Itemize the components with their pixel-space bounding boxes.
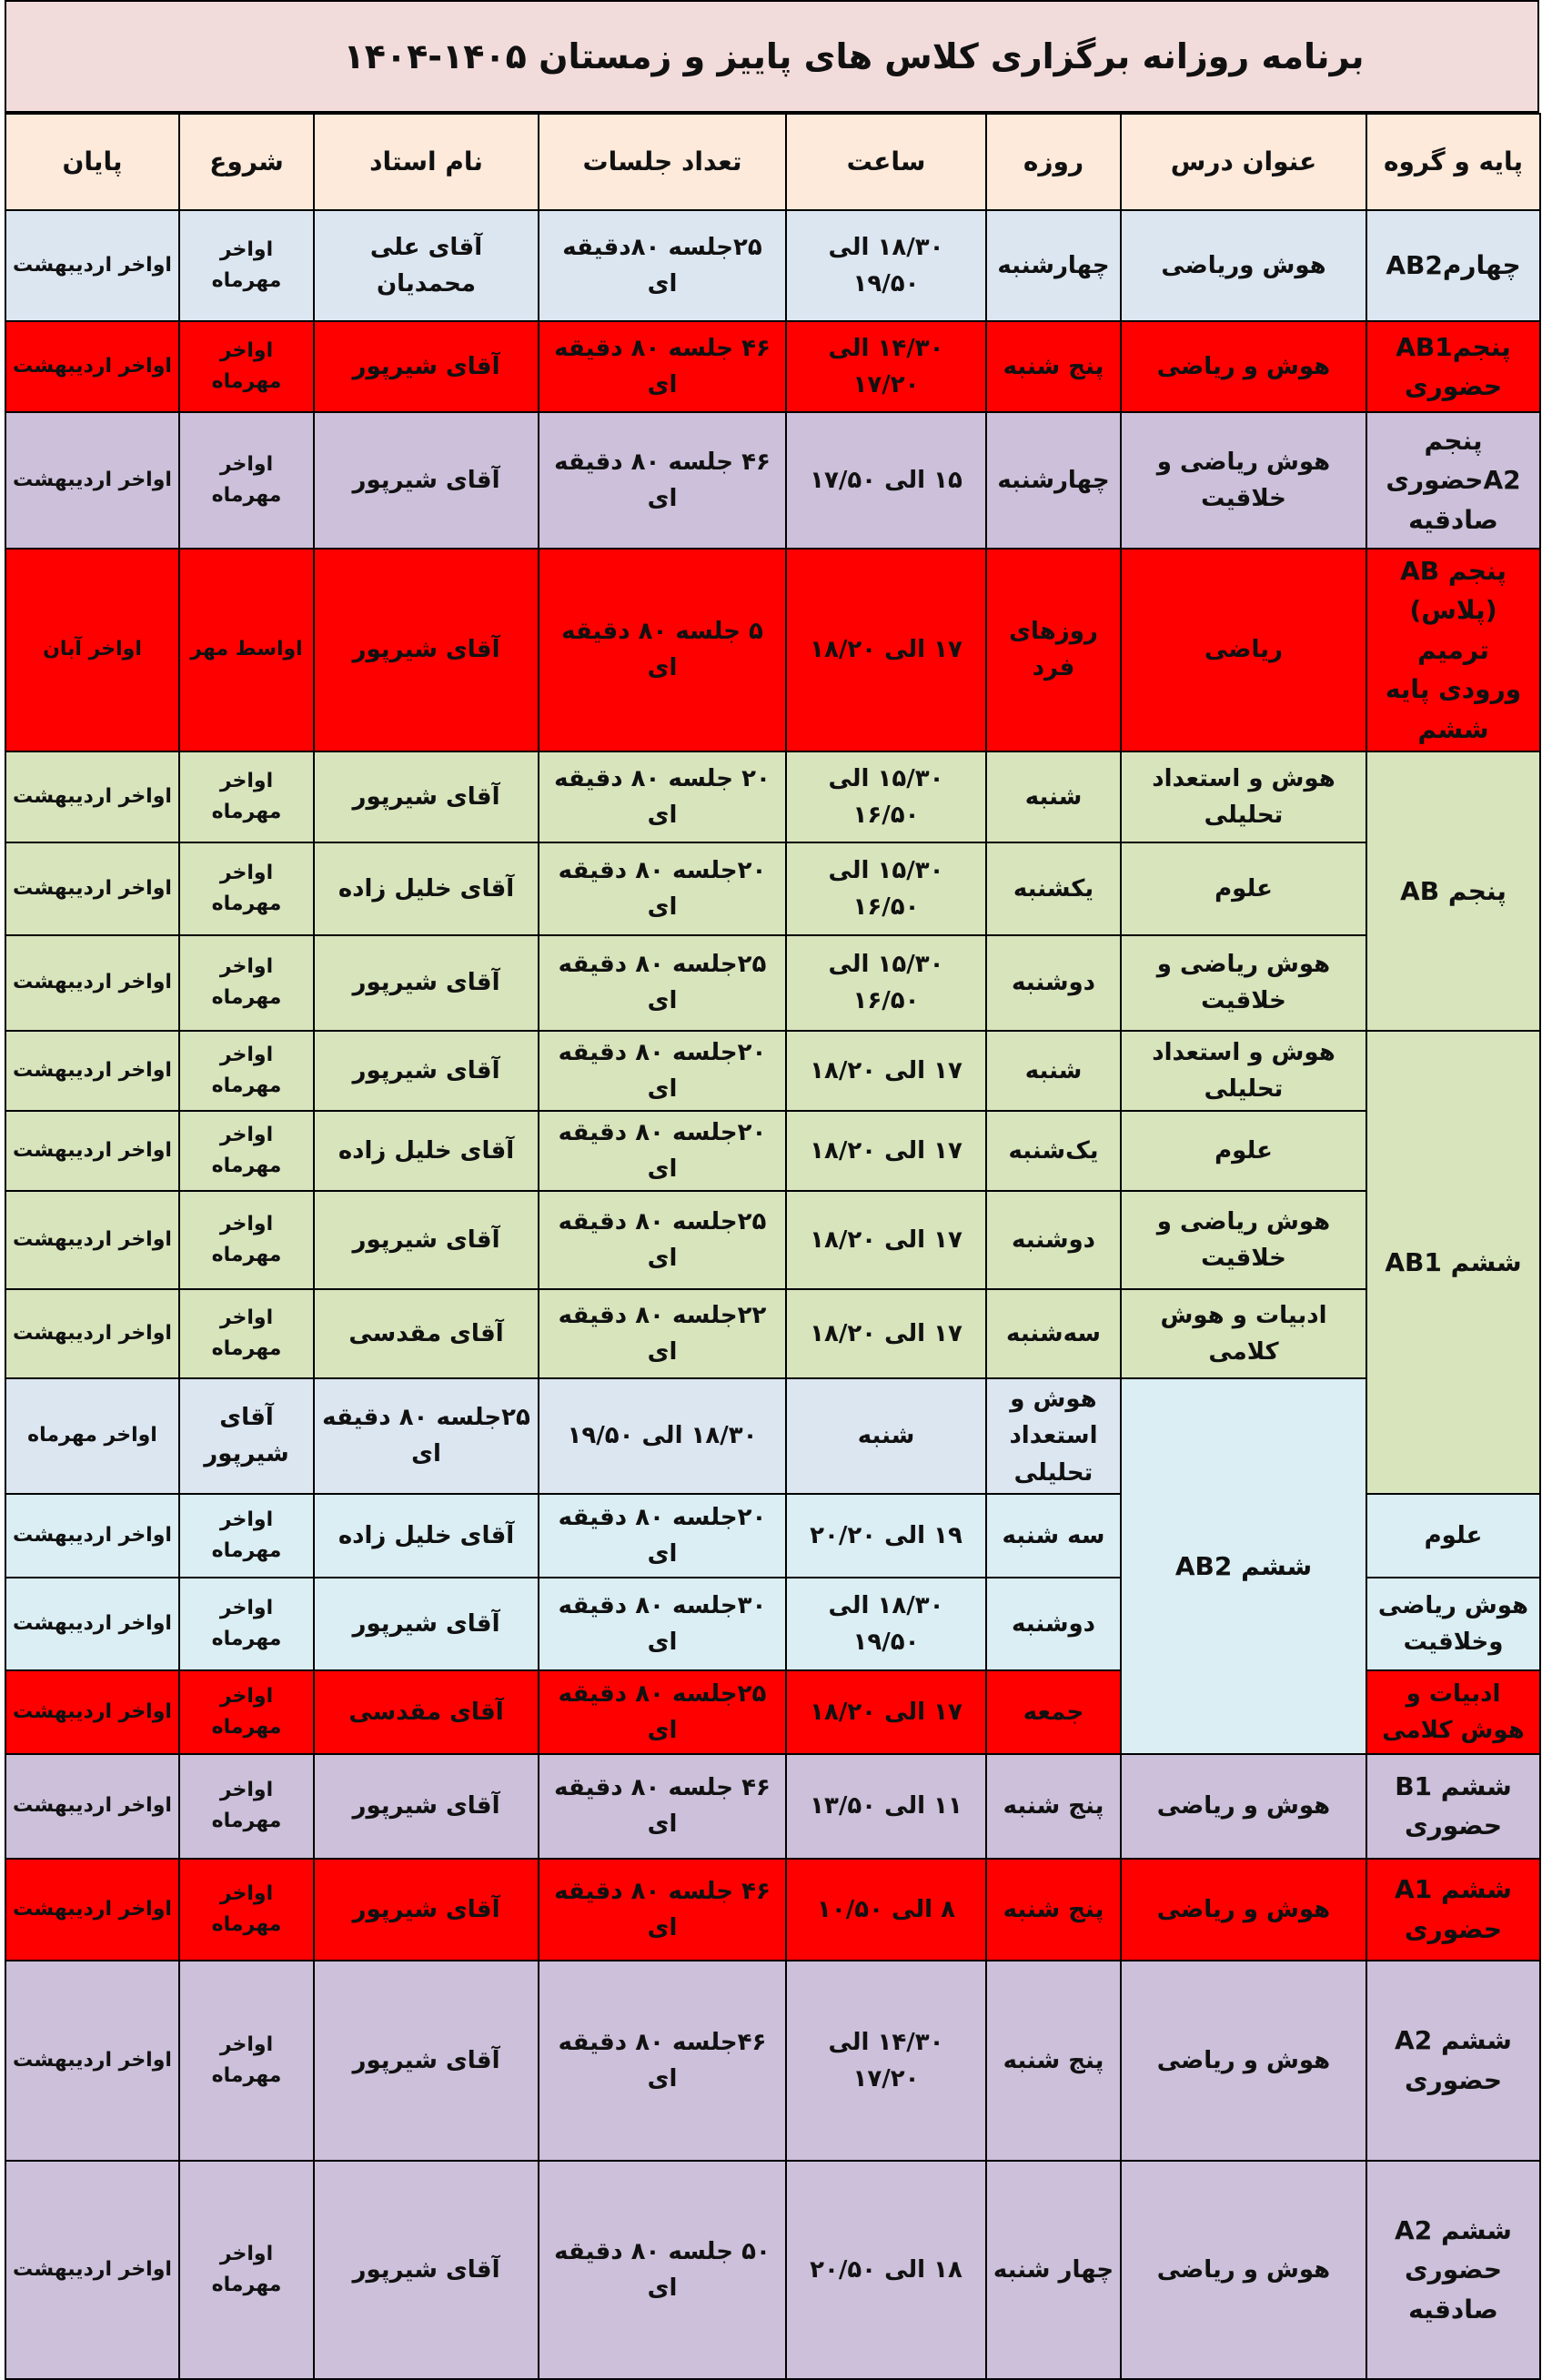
sessions-cell: ۲۵جلسه ۸۰ دقیقه ای [539,935,786,1031]
end-cell: اواخر اردیبهشت [5,321,179,412]
teacher-cell: آقای شیرپور [314,935,539,1031]
teacher-cell: آقای شیرپور [314,751,539,842]
time-cell: ۱۱ الی ۱۳/۵۰ [786,1754,986,1859]
day-cell: چهارشنبه [986,210,1121,321]
time-cell: ۱۸/۳۰ الی ۱۹/۵۰ [539,1378,786,1494]
sessions-cell: ۳۰جلسه ۸۰ دقیقه ای [539,1578,786,1670]
table-row [5,1289,1540,1378]
time-cell: ۱۹ الی ۲۰/۲۰ [786,1494,986,1578]
header-start: شروع [179,114,314,210]
course-cell: ادبیات و هوش کلامی [1121,1289,1366,1378]
course-cell: ریاضی [1121,549,1366,751]
end-cell: اواخر اردیبهشت [5,1859,179,1961]
time-cell: ۱۵/۳۰ الی ۱۶/۵۰ [786,751,986,842]
course-cell: هوش و ریاضی [1121,1961,1366,2161]
group-cell: چهارمAB2 [1366,210,1540,321]
start-cell: اواخر مهرماه [179,321,314,412]
header-teacher: نام استاد [314,114,539,210]
sessions-cell: ۴۶ جلسه ۸۰ دقیقه ای [539,1859,786,1961]
sessions-cell: ۴۶ جلسه ۸۰ دقیقه ای [539,1754,786,1859]
table-row [5,1754,1540,1859]
header-sessions: تعداد جلسات [539,114,786,210]
day-cell: پنج شنبه [986,1754,1121,1859]
sessions-cell: ۴۶ جلسه ۸۰ دقیقه ای [539,321,786,412]
time-cell: ۱۷ الی ۱۸/۲۰ [786,1670,986,1754]
start-cell: اواسط مهر [179,549,314,751]
group-cell: پنجم AB (پلاس) ترمیم ورودی پایه ششم [1366,549,1540,751]
teacher-cell: آقای خلیل زاده [314,1111,539,1191]
time-cell: ۸ الی ۱۰/۵۰ [786,1859,986,1961]
course-cell: علوم [1121,1111,1366,1191]
course-cell: هوش ریاضی وخلاقیت [1366,1578,1540,1670]
teacher-cell: آقای شیرپور [314,412,539,549]
course-cell: هوش وریاضی [1121,210,1366,321]
time-cell: ۱۵/۳۰ الی ۱۶/۵۰ [786,842,986,935]
sessions-cell: ۵۰ جلسه ۸۰ دقیقه ای [539,2161,786,2379]
time-cell: ۱۷ الی ۱۸/۲۰ [786,1191,986,1289]
end-cell: اواخر اردیبهشت [5,935,179,1031]
start-cell: اواخر مهرماه [179,935,314,1031]
time-cell: ۱۷ الی ۱۸/۲۰ [786,549,986,751]
course-cell: هوش و استعداد تحلیلی [1121,1031,1366,1111]
start-cell: اواخر مهرماه [179,1031,314,1111]
day-cell: پنج شنبه [986,1961,1121,2161]
day-cell: پنج شنبه [986,1859,1121,1961]
start-cell: اواخر مهرماه [179,1494,314,1578]
time-cell: ۱۴/۳۰ الی ۱۷/۲۰ [786,1961,986,2161]
table-row [5,412,1540,549]
end-cell: اواخر آبان [5,549,179,751]
header-course: عنوان درس [1121,114,1366,210]
table-row [5,842,1540,935]
course-cell: هوش و ریاضی [1121,1754,1366,1859]
start-cell: اواخر مهرماه [179,842,314,935]
time-cell: ۱۸/۳۰ الی ۱۹/۵۰ [786,1578,986,1670]
time-cell: ۱۵ الی ۱۷/۵۰ [786,412,986,549]
day-cell: پنج شنبه [986,321,1121,412]
course-cell: هوش و استعداد تحلیلی [986,1378,1121,1494]
teacher-cell: آقای خلیل زاده [314,1494,539,1578]
start-cell: اواخر مهرماه [179,210,314,321]
course-cell: هوش و ریاضی [1121,2161,1366,2379]
teacher-cell: آقای شیرپور [314,1031,539,1111]
day-cell: روزهای فرد [986,549,1121,751]
day-cell: شنبه [986,751,1121,842]
end-cell: اواخر اردیبهشت [5,412,179,549]
start-cell: اواخر مهرماه [179,1670,314,1754]
teacher-cell: آقای شیرپور [314,2161,539,2379]
course-cell: هوش و استعداد تحلیلی [1121,751,1366,842]
time-cell: ۱۵/۳۰ الی ۱۶/۵۰ [786,935,986,1031]
course-cell: هوش ریاضی و خلاقیت [1121,1191,1366,1289]
sessions-cell: ۲۰جلسه ۸۰ دقیقه ای [539,1111,786,1191]
table-row [5,1191,1540,1289]
teacher-cell: آقای شیرپور [314,1191,539,1289]
teacher-cell: آقای شیرپور [314,1859,539,1961]
table-row [5,1031,1540,1111]
end-cell: اواخر اردیبهشت [5,1191,179,1289]
group-cell: ششم A2 حضوری [1366,1961,1540,2161]
table-row [5,935,1540,1031]
teacher-cell: آقای علی محمدیان [314,210,539,321]
start-cell: اواخر مهرماه [179,412,314,549]
group-cell: پنجمAB1 حضوری [1366,321,1540,412]
start-cell: اواخر مهرماه [179,2161,314,2379]
day-cell: دوشنبه [986,1191,1121,1289]
day-cell: دوشنبه [986,1578,1121,1670]
sessions-cell: ۲۰جلسه ۸۰ دقیقه ای [539,1031,786,1111]
end-cell: اواخر اردیبهشت [5,842,179,935]
end-cell: اواخر اردیبهشت [5,751,179,842]
page-title: برنامه روزانه برگزاری کلاس های پاییز و زمستان ۱۴۰۵-۱۴۰۴ [343,36,1365,76]
group-cell: پنجم AB [1366,751,1540,1031]
teacher-cell: آقای مقدسی [314,1670,539,1754]
day-cell: شنبه [786,1378,986,1494]
sessions-cell: ۲۰ جلسه ۸۰ دقیقه ای [539,751,786,842]
schedule-table [5,113,1541,2380]
group-cell: ششم AB2 [1121,1378,1366,1754]
day-cell: چهارشنبه [986,412,1121,549]
start-cell: اواخر مهرماه [179,1961,314,2161]
course-cell: هوش و ریاضی [1121,1859,1366,1961]
header-day: روزه [986,114,1121,210]
sessions-cell: ۲۵جلسه ۸۰ دقیقه ای [314,1378,539,1494]
sessions-cell: ۲۲جلسه ۸۰ دقیقه ای [539,1289,786,1378]
table-row [5,1111,1540,1191]
day-cell: یک‌شنبه [986,1111,1121,1191]
teacher-cell: آقای شیرپور [314,1961,539,2161]
day-cell: سه شنبه [986,1494,1121,1578]
sessions-cell: ۲۵جلسه ۸۰ دقیقه ای [539,1670,786,1754]
time-cell: ۱۴/۳۰ الی ۱۷/۲۰ [786,321,986,412]
sessions-cell: ۲۰جلسه ۸۰ دقیقه ای [539,1494,786,1578]
title-bar [5,0,1539,113]
end-cell: اواخر اردیبهشت [5,1961,179,2161]
start-cell: اواخر مهرماه [179,1289,314,1378]
sessions-cell: ۲۵جلسه ۸۰ دقیقه ای [539,1191,786,1289]
sessions-cell: ۴۶ جلسه ۸۰ دقیقه ای [539,412,786,549]
end-cell: اواخر اردیبهشت [5,1494,179,1578]
sessions-cell: ۲۰جلسه ۸۰ دقیقه ای [539,842,786,935]
sessions-cell: ۵ جلسه ۸۰ دقیقه ای [539,549,786,751]
start-cell: اواخر مهرماه [179,1191,314,1289]
day-cell: یکشنبه [986,842,1121,935]
table-row [5,2161,1540,2379]
start-cell: اواخر مهرماه [179,1859,314,1961]
sessions-cell: ۴۶جلسه ۸۰ دقیقه ای [539,1961,786,2161]
day-cell: چهار شنبه [986,2161,1121,2379]
teacher-cell: آقای شیرپور [314,549,539,751]
end-cell: اواخر اردیبهشت [5,1578,179,1670]
teacher-cell: آقای شیرپور [314,1578,539,1670]
start-cell: اواخر مهرماه [179,1754,314,1859]
start-cell: اواخر مهرماه [179,1111,314,1191]
header-time: ساعت [786,114,986,210]
group-cell: ششم AB1 [1366,1031,1540,1494]
time-cell: ۱۸ الی ۲۰/۵۰ [786,2161,986,2379]
group-cell: ششم A1 حضوری [1366,1859,1540,1961]
teacher-cell: آقای مقدسی [314,1289,539,1378]
table-row [5,1961,1540,2161]
teacher-cell: آقای شیرپور [314,1754,539,1859]
table-row [5,321,1540,412]
time-cell: ۱۷ الی ۱۸/۲۰ [786,1111,986,1191]
course-cell: هوش و ریاضی [1121,321,1366,412]
table-row [5,210,1540,321]
teacher-cell: آقای شیرپور [179,1378,314,1494]
course-cell: علوم [1121,842,1366,935]
course-cell: هوش ریاضی و خلاقیت [1121,935,1366,1031]
day-cell: سه‌شنبه [986,1289,1121,1378]
end-cell: اواخر اردیبهشت [5,1670,179,1754]
time-cell: ۱۸/۳۰ الی ۱۹/۵۰ [786,210,986,321]
end-cell: اواخر اردیبهشت [5,1289,179,1378]
end-cell: اواخر اردیبهشت [5,1031,179,1111]
table-body [5,210,1540,2379]
end-cell: اواخر اردیبهشت [5,210,179,321]
start-cell: اواخر مهرماه [5,1378,179,1494]
day-cell: جمعه [986,1670,1121,1754]
group-cell: ششم B1 حضوری [1366,1754,1540,1859]
schedule-sheet [5,0,1539,2325]
teacher-cell: آقای خلیل زاده [314,842,539,935]
time-cell: ۱۷ الی ۱۸/۲۰ [786,1031,986,1111]
sessions-cell: ۲۵جلسه ۸۰دقیقه ای [539,210,786,321]
time-cell: ۱۷ الی ۱۸/۲۰ [786,1289,986,1378]
table-row [5,1378,1540,1494]
start-cell: اواخر مهرماه [179,751,314,842]
end-cell: اواخر اردیبهشت [5,1111,179,1191]
table-row [5,1859,1540,1961]
header-end: پایان [5,114,179,210]
start-cell: اواخر مهرماه [179,1578,314,1670]
end-cell: اواخر اردیبهشت [5,2161,179,2379]
table-row [5,751,1540,842]
table-row [5,549,1540,751]
day-cell: دوشنبه [986,935,1121,1031]
group-cell: ششم A2 حضوری صادقیه [1366,2161,1540,2379]
header-row [5,114,1540,210]
group-cell: پنجم A2حضوری صادقیه [1366,412,1540,549]
day-cell: شنبه [986,1031,1121,1111]
end-cell: اواخر اردیبهشت [5,1754,179,1859]
course-cell: ادبیات و هوش کلامی [1366,1670,1540,1754]
teacher-cell: آقای شیرپور [314,321,539,412]
course-cell: هوش ریاضی و خلاقیت [1121,412,1366,549]
header-group: پایه و گروه [1366,114,1540,210]
course-cell: علوم [1366,1494,1540,1578]
